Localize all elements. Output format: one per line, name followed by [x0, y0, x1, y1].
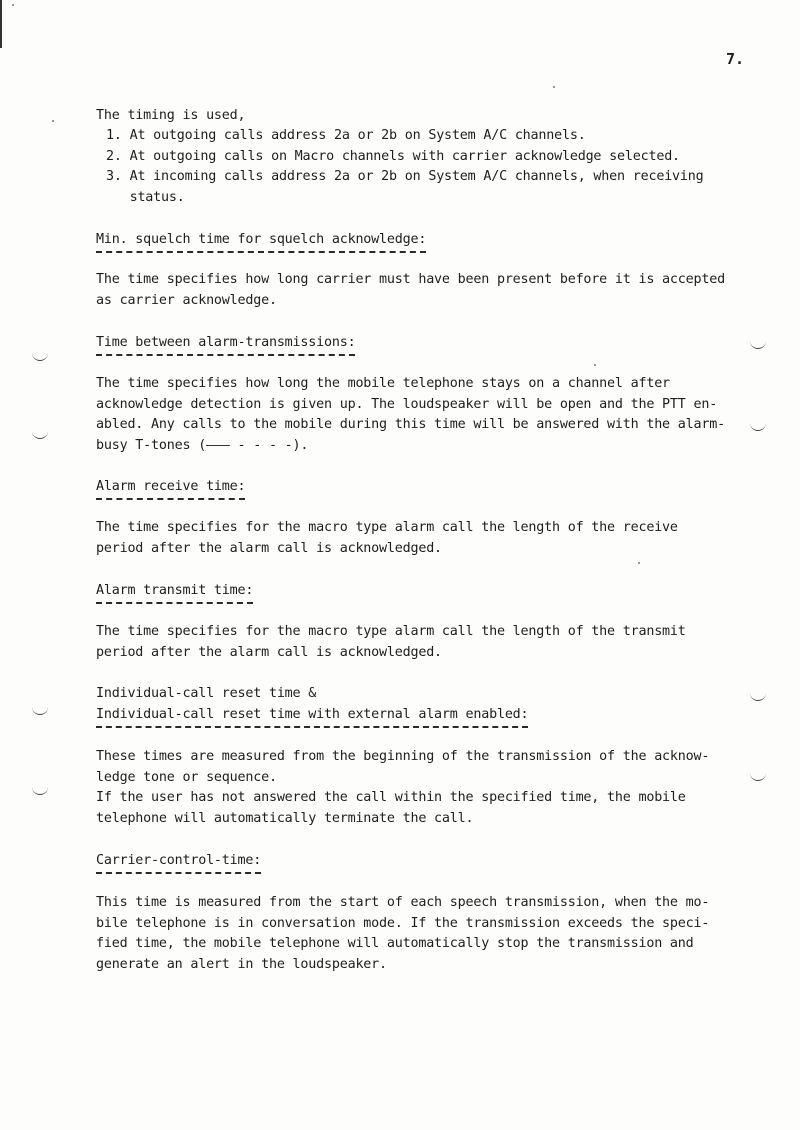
body-line: acknowledge detection is given up. The loudspeaker will be open and the PTT en- — [96, 396, 718, 412]
scan-speck — [553, 86, 555, 88]
body-line: period after the alarm call is acknowledged. — [96, 644, 442, 660]
scan-speck — [52, 120, 54, 122]
section-heading — [96, 851, 261, 874]
scan-speck — [12, 4, 14, 6]
heading-underline — [96, 498, 245, 500]
binder-hole-mark — [32, 706, 48, 715]
section-heading — [96, 705, 528, 728]
scan-speck — [594, 364, 596, 366]
section-heading — [96, 230, 426, 253]
body-line: The time specifies how long carrier must have been present before it is accepted — [96, 272, 725, 287]
scan-speck — [638, 562, 640, 564]
heading-underline — [96, 726, 528, 728]
heading-pre-text: Individual-call reset time & — [96, 686, 317, 701]
body-line: The time specifies how long the mobile telephone stays on a channel after — [96, 376, 670, 391]
heading-underline — [96, 354, 355, 356]
body-line: If the user has not answered the call within the specified time, the mobile — [96, 790, 686, 805]
page-edge-mark — [0, 0, 2, 48]
section-body — [96, 374, 746, 456]
section-heading — [96, 333, 355, 356]
section-body — [96, 518, 746, 559]
binder-hole-mark — [750, 692, 766, 701]
body-line: This time is measured from the start of each speech transmission, when the mo- — [96, 895, 710, 910]
section-body — [96, 270, 746, 311]
section-body — [96, 747, 746, 829]
binder-hole-mark — [750, 422, 766, 431]
body-line: as carrier acknowledge. — [96, 292, 277, 308]
heading-text: Time between alarm-transmissions: — [96, 335, 356, 350]
binder-hole-mark — [32, 786, 48, 795]
heading-text: Alarm receive time: — [96, 479, 246, 494]
heading-text: Carrier-control-time: — [96, 853, 262, 868]
body-line: bile telephone is in conversation mode. If the transmission exceeds the speci- — [96, 915, 710, 931]
section-body — [96, 893, 746, 975]
list-item: status. — [106, 189, 185, 205]
body-line: The time specifies for the macro type alarm call the length of the receive — [96, 520, 678, 535]
page-number: 7. — [726, 50, 745, 68]
body-line: fied time, the mobile telephone will automatically stop the transmission and — [96, 936, 694, 951]
body-line: busy T-tones (——— - - - -). — [96, 437, 309, 453]
heading-text: Min. squelch time for squelch acknowledge: — [96, 232, 427, 247]
body-line: abled. Any calls to the mobile during this time will be answered with the alarm- — [96, 417, 725, 432]
binder-hole-mark — [750, 340, 766, 349]
heading-underline — [96, 602, 253, 604]
list-item: 3. At incoming calls address 2a or 2b on System A/C channels, when receiving — [106, 169, 704, 184]
binder-hole-mark — [32, 352, 48, 361]
list-item: 1. At outgoing calls address 2a or 2b on System A/C channels. — [106, 128, 586, 143]
section-body — [96, 622, 746, 663]
intro-list — [106, 126, 746, 208]
section-heading — [96, 477, 245, 500]
section-heading-pre — [96, 684, 316, 704]
body-line: ledge tone or sequence. — [96, 769, 277, 785]
heading-underline — [96, 251, 426, 253]
body-line: period after the alarm call is acknowledged. — [96, 540, 442, 556]
body-line: telephone will automatically terminate the call. — [96, 810, 474, 826]
list-item: 2. At outgoing calls on Macro channels with carrier acknowledge selected. — [106, 148, 680, 164]
heading-underline — [96, 872, 261, 874]
heading-text: Individual-call reset time with external alarm enabled: — [96, 707, 529, 722]
heading-text: Alarm transmit time: — [96, 583, 254, 598]
section-heading — [96, 581, 253, 604]
binder-hole-mark — [750, 772, 766, 781]
body-line: The time specifies for the macro type alarm call the length of the transmit — [96, 624, 686, 639]
intro-lead: The timing is used, — [96, 108, 246, 123]
binder-hole-mark — [32, 430, 48, 439]
body-line: These times are measured from the beginning of the transmission of the acknow- — [96, 749, 710, 764]
body-line: generate an alert in the loudspeaker. — [96, 956, 387, 972]
